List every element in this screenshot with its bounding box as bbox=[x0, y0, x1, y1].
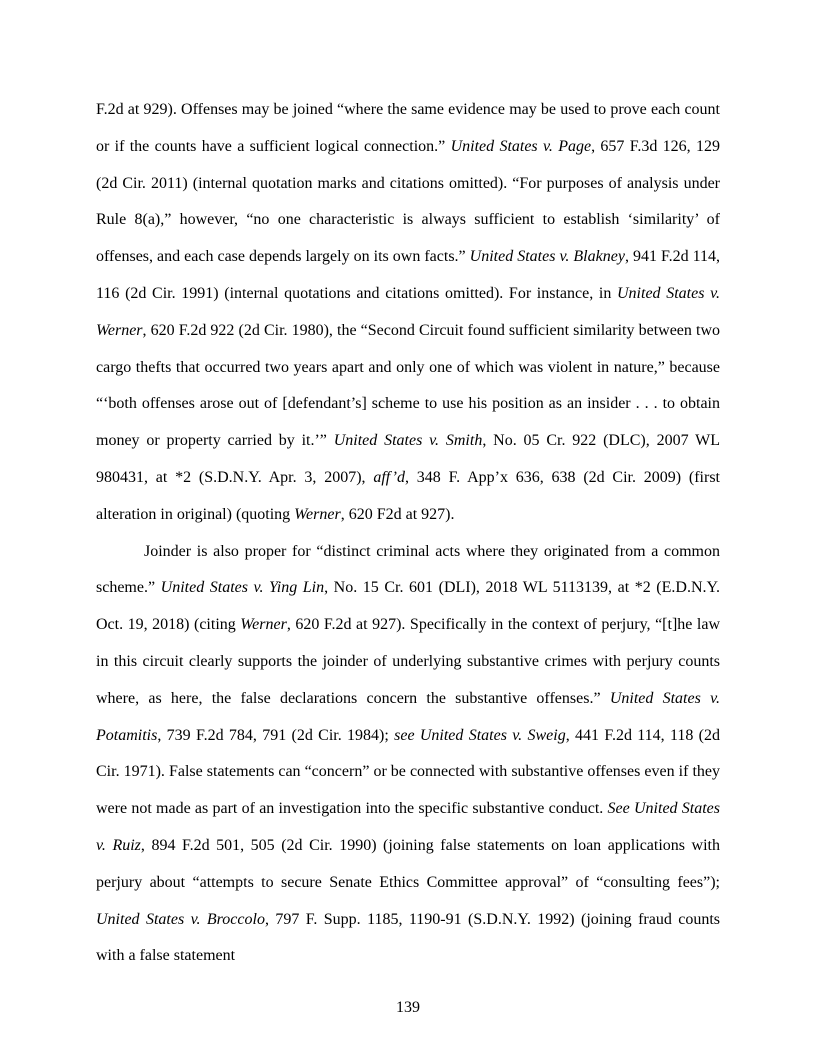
text-segment: , No. 05 Cr. 922 (DLC), 2007 WL 980431, at *2 (S.D.N.Y. Apr. 3, 2007), bbox=[96, 432, 720, 486]
case-citation: United States v. Broccolo bbox=[96, 910, 265, 928]
text-segment: F.2d at 929). Offenses may be joined “where the same evidence may be used to prove each count or if the counts have a sufficient logical connection.” bbox=[96, 101, 720, 155]
text-segment: , 657 F.3d 126, 129 (2d Cir. 2011) (internal quotation marks and citations omitted). “For purposes of analysis under Rule 8(a),” however, “no one characteristic is always sufficient to establish ‘similarity’ of offenses, and each case depends largely on its own facts.” bbox=[96, 137, 720, 266]
text-segment: , 620 F.2d at 927). Specifically in the context of perjury, “[t]he law in this circuit clearly supports the joinder of underlying substantive crimes with perjury counts where, as here, the false declarations concern the substantive offenses.” bbox=[96, 616, 720, 707]
case-citation: United States v. Smith bbox=[333, 432, 483, 450]
text-segment: , 348 F. App’x 636, 638 (2d Cir. 2009) (first alteration in original) (quoting bbox=[96, 468, 720, 523]
text-segment: , 739 F.2d 784, 791 (2d Cir. 1984); bbox=[157, 726, 395, 744]
case-citation: Werner bbox=[240, 616, 287, 634]
text-segment: , No. 15 Cr. 601 (DLI), 2018 WL 5113139, at *2 (E.D.N.Y. Oct. 19, 2018) (citing bbox=[96, 579, 720, 634]
case-citation: United States v. Werner bbox=[96, 284, 720, 339]
case-citation: United States v. Ying Lin bbox=[160, 579, 325, 597]
text-segment: , 941 F.2d 114, 116 (2d Cir. 1991) (internal quotations and citations omitted). For instance, in bbox=[96, 248, 721, 302]
text-segment: , 620 F.2d 922 (2d Cir. 1980), the “Second Circuit found sufficient similarity between two cargo thefts that occurred two years apart and only one of which was violent in nature,” because “‘both offenses arose out of [defendant’s] scheme to use his position as an insider . . . to obtain money or property carried by it.’” bbox=[96, 321, 720, 450]
text-segment: , 620 F2d at 927). bbox=[340, 505, 455, 523]
text-segment: , 441 F.2d 114, 118 (2d Cir. 1971). False statements can “concern” or be connected with substantive offenses even if they were not made as part of an investigation into the specific substantive conduct. bbox=[96, 726, 721, 818]
text-segment: Joinder is also proper for “distinct criminal acts where they originated from a common scheme.” bbox=[96, 542, 720, 597]
case-citation: United States v. Blakney bbox=[469, 248, 625, 266]
page-number: 139 bbox=[396, 999, 420, 1016]
case-citation: United States v. Page bbox=[450, 137, 592, 155]
case-citation: aff’d bbox=[373, 468, 405, 486]
case-citation: Werner bbox=[294, 505, 341, 523]
case-citation: See United States v. Ruiz bbox=[96, 800, 721, 854]
document-body bbox=[96, 92, 720, 975]
case-citation: United States v. Potamitis bbox=[96, 689, 720, 744]
paragraph-2 bbox=[96, 534, 720, 976]
text-segment: , 797 F. Supp. 1185, 1190-91 (S.D.N.Y. 1992) (joining fraud counts with a false statement bbox=[96, 910, 720, 965]
paragraph-1 bbox=[96, 92, 720, 534]
case-citation: see United States v. Sweig bbox=[394, 726, 566, 744]
text-segment: , 894 F.2d 501, 505 (2d Cir. 1990) (joining false statements on loan applications with perjury about “attempts to secure Senate Ethics Committee approval” of “consulting fees”); bbox=[96, 836, 721, 891]
